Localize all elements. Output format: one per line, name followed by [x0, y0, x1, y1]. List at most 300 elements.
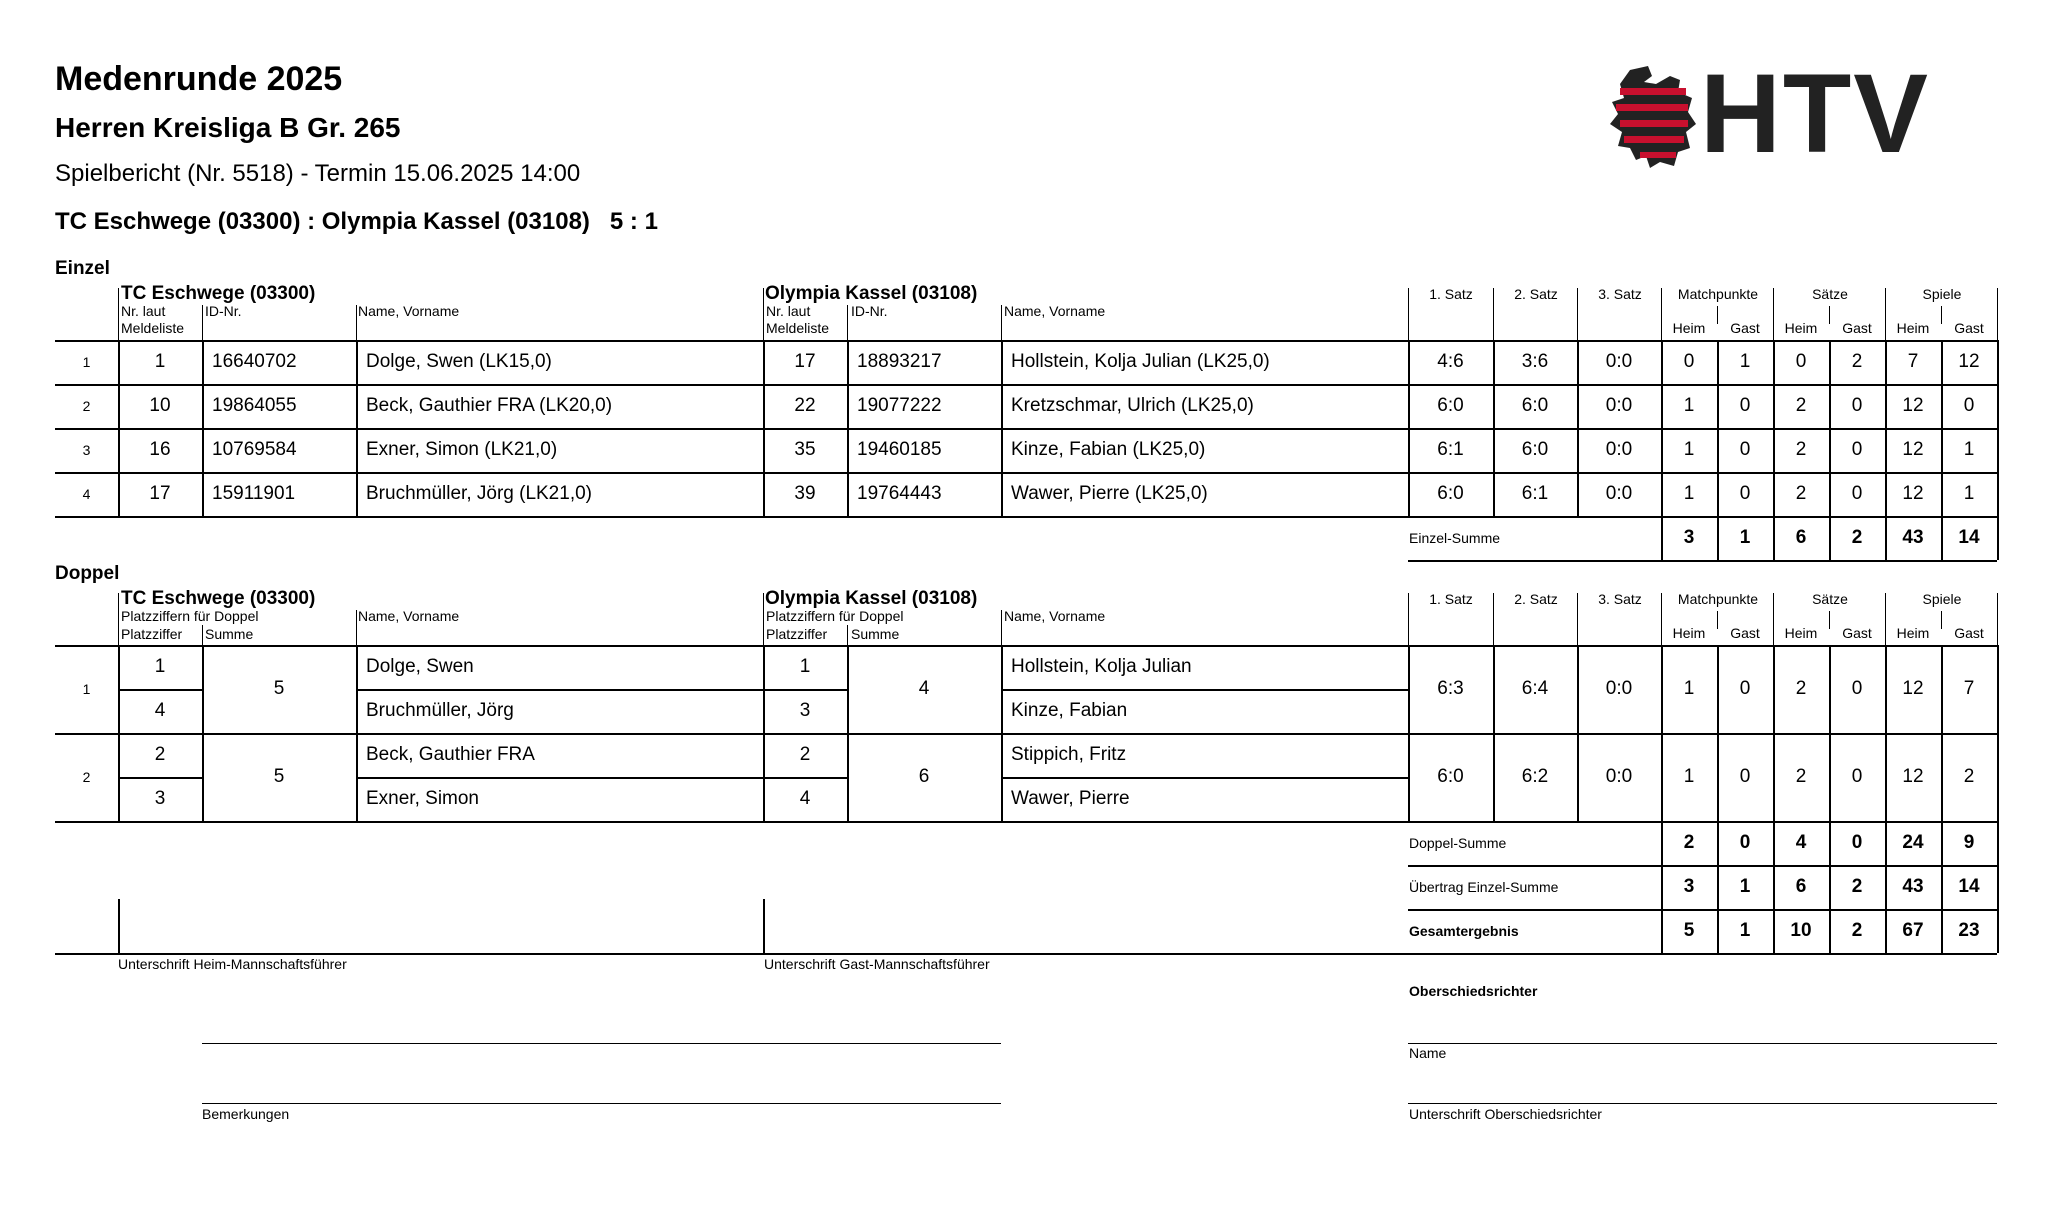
score-mh: 1 — [1683, 483, 1695, 504]
guest-player-name: Wawer, Pierre — [1011, 788, 1130, 809]
guest-id: 19077222 — [857, 395, 942, 416]
column-rule — [356, 645, 358, 821]
row-number: 4 — [82, 486, 91, 502]
column-rule — [1773, 865, 1775, 909]
column-rule — [1408, 645, 1410, 821]
home-player-name: Exner, Simon (LK21,0) — [366, 439, 558, 460]
score-sh: 2 — [1795, 766, 1807, 787]
guest-player-name: Kinze, Fabian (LK25,0) — [1011, 439, 1206, 460]
uebertrag-summe-mg: 1 — [1739, 876, 1751, 897]
column-rule — [847, 625, 848, 645]
doppel-summe-label: Doppel-Summe — [1409, 835, 1507, 851]
column-rule — [1493, 288, 1494, 340]
doppel-summe-gh: 24 — [1902, 832, 1924, 853]
column-rule — [1941, 306, 1942, 324]
rule-line — [118, 689, 202, 691]
column-rule — [1577, 645, 1579, 821]
doppel-summe-mg: 0 — [1739, 832, 1751, 853]
guest-summe: 4 — [918, 678, 930, 699]
score-s2: 3:6 — [1521, 351, 1549, 372]
sig-ober-label: Unterschrift Oberschiedsrichter — [1409, 1106, 1602, 1122]
column-rule — [1885, 645, 1887, 821]
section-einzel: Einzel — [55, 258, 110, 279]
column-rule — [763, 340, 765, 516]
column-rule — [1997, 340, 1999, 516]
score-sg: 0 — [1851, 395, 1863, 416]
nr-laut-line1: Nr. laut — [766, 303, 811, 319]
score-mg: 0 — [1739, 395, 1751, 416]
score-s3: 0:0 — [1605, 351, 1633, 372]
column-rule — [1717, 865, 1719, 909]
column-rule — [1885, 865, 1887, 909]
rule-line — [55, 340, 1997, 342]
column-rule — [1661, 821, 1663, 865]
guest-id: 19460185 — [857, 439, 942, 460]
heim-header: Heim — [1672, 320, 1706, 336]
home-id: 15911901 — [212, 483, 296, 504]
column-rule — [1773, 288, 1774, 340]
bemerkungen-label: Bemerkungen — [202, 1106, 290, 1122]
section-doppel: Doppel — [55, 563, 120, 584]
home-nr: 17 — [149, 483, 171, 504]
column-rule — [847, 645, 849, 821]
rule-line — [55, 516, 1997, 518]
htv-logo — [1600, 51, 2000, 176]
row-number: 2 — [82, 398, 91, 414]
column-rule — [118, 340, 120, 516]
satz3-header: 3. Satz — [1598, 286, 1642, 302]
score-mh: 0 — [1683, 351, 1695, 372]
heim-header: Heim — [1672, 625, 1706, 641]
pz-doppel-label: Platzziffern für Doppel — [121, 608, 259, 624]
name-line-label: Name — [1409, 1045, 1447, 1061]
score-s1: 6:0 — [1437, 766, 1464, 787]
home-id: 10769584 — [212, 439, 297, 460]
score-mh: 1 — [1683, 439, 1695, 460]
name-label: Name, Vorname — [358, 303, 460, 319]
column-rule — [1829, 516, 1831, 560]
home-id: 16640702 — [212, 351, 297, 372]
score-s1: 6:0 — [1437, 395, 1464, 416]
column-rule — [1408, 288, 1409, 340]
score-s2: 6:1 — [1521, 483, 1549, 504]
column-rule — [1577, 288, 1578, 340]
saetze-header: Sätze — [1812, 591, 1848, 607]
satz1-header: 1. Satz — [1429, 286, 1473, 302]
column-rule — [1941, 865, 1943, 909]
uebertrag-summe-mh: 3 — [1683, 876, 1695, 897]
column-rule — [118, 593, 119, 645]
column-rule — [1001, 645, 1003, 821]
guest-player-name: Wawer, Pierre (LK25,0) — [1011, 483, 1208, 504]
column-rule — [1829, 611, 1830, 629]
column-rule — [1717, 340, 1719, 516]
guest-id: 18893217 — [857, 351, 942, 372]
column-rule — [1408, 340, 1410, 516]
summe-label-guest: Summe — [851, 626, 900, 642]
column-rule — [1001, 610, 1002, 645]
column-rule — [1717, 516, 1719, 560]
score-gh: 12 — [1902, 395, 1924, 416]
einzel-summe-sg: 2 — [1851, 527, 1863, 548]
page-title: Medenrunde 2025 — [55, 60, 343, 98]
rule-line — [55, 733, 1997, 735]
home-player-name: Beck, Gauthier FRA — [366, 744, 535, 765]
summe-label: Summe — [205, 626, 254, 642]
guest-player-name: Hollstein, Kolja Julian (LK25,0) — [1011, 351, 1270, 372]
column-rule — [1885, 821, 1887, 865]
einzel-summe-mg: 1 — [1739, 527, 1751, 548]
gesamt-summe-gh: 67 — [1902, 920, 1924, 941]
rule-line — [1001, 689, 1408, 691]
heim-header: Heim — [1784, 320, 1818, 336]
score-sh: 2 — [1795, 395, 1807, 416]
column-rule — [1885, 909, 1887, 953]
column-rule — [1661, 340, 1663, 516]
heim-header: Heim — [1784, 625, 1818, 641]
column-rule — [1661, 288, 1662, 340]
home-player-name: Beck, Gauthier FRA (LK20,0) — [366, 395, 613, 416]
score-sh: 2 — [1795, 439, 1807, 460]
home-team-label: TC Eschwege (03300) — [121, 588, 316, 609]
id-nr-label: ID-Nr. — [205, 303, 242, 319]
column-rule — [1997, 516, 1999, 560]
nr-laut-line2: Meldeliste — [121, 320, 185, 336]
guest-nr: 35 — [794, 439, 816, 460]
satz3-header: 3. Satz — [1598, 591, 1642, 607]
column-rule — [1941, 340, 1943, 516]
column-rule — [1773, 821, 1775, 865]
score-s3: 0:0 — [1605, 439, 1633, 460]
score-mg: 1 — [1739, 351, 1751, 372]
score-gh: 7 — [1907, 351, 1919, 372]
home-player-name: Dolge, Swen — [366, 656, 474, 677]
score-gh: 12 — [1902, 483, 1924, 504]
column-rule — [1773, 645, 1775, 821]
score-mg: 0 — [1739, 483, 1751, 504]
gast-header: Gast — [1842, 625, 1872, 641]
score-mh: 1 — [1683, 395, 1695, 416]
row-number: 3 — [82, 442, 91, 458]
score-mg: 0 — [1739, 766, 1751, 787]
einzel-summe-gg: 14 — [1958, 527, 1980, 548]
column-rule — [1773, 516, 1775, 560]
nr-laut-label — [121, 303, 184, 337]
home-id: 19864055 — [212, 395, 297, 416]
row-number: 1 — [82, 354, 91, 370]
column-rule — [1997, 288, 1998, 340]
score-s3: 0:0 — [1605, 395, 1633, 416]
rule-line — [1408, 560, 1997, 562]
column-rule — [202, 340, 204, 516]
guest-player-name: Kretzschmar, Ulrich (LK25,0) — [1011, 395, 1254, 416]
score-s1: 6:1 — [1437, 439, 1464, 460]
einzel-summe-sh: 6 — [1795, 527, 1807, 548]
column-rule — [1997, 593, 1998, 645]
column-rule — [1773, 340, 1775, 516]
platzziffer-label-guest: Platzziffer — [766, 626, 828, 642]
rule-line — [118, 777, 202, 779]
score-sh: 2 — [1795, 678, 1807, 699]
id-nr-label-guest: ID-Nr. — [851, 303, 888, 319]
column-rule — [1577, 593, 1578, 645]
name-label: Name, Vorname — [358, 608, 460, 624]
guest-player-name: Kinze, Fabian — [1011, 700, 1128, 721]
column-rule — [118, 645, 120, 821]
pair-number: 2 — [82, 769, 91, 785]
pz-doppel-label-guest: Platzziffern für Doppel — [766, 608, 904, 624]
column-rule — [1941, 516, 1943, 560]
rule-line — [55, 821, 1997, 823]
sig-heim-label: Unterschrift Heim-Mannschaftsführer — [118, 956, 347, 972]
gast-header: Gast — [1730, 625, 1760, 641]
column-rule — [118, 899, 120, 953]
column-rule — [1493, 340, 1495, 516]
report-subtitle: Spielbericht (Nr. 5518) - Termin 15.06.2025 14:00 — [55, 160, 581, 187]
rule-line — [202, 1043, 1001, 1044]
heim-header: Heim — [1896, 625, 1930, 641]
column-rule — [1941, 645, 1943, 821]
column-rule — [1408, 593, 1409, 645]
rule-line — [1408, 953, 1997, 955]
home-nr: 16 — [149, 439, 171, 460]
home-platzziffer: 2 — [154, 744, 166, 765]
uebertrag-summe-sg: 2 — [1851, 876, 1863, 897]
home-nr: 10 — [149, 395, 171, 416]
column-rule — [847, 305, 848, 340]
gesamt-summe-sh: 10 — [1790, 920, 1812, 941]
home-platzziffer: 3 — [154, 788, 166, 809]
rule-line — [55, 953, 1408, 955]
uebertrag-summe-sh: 6 — [1795, 876, 1807, 897]
uebertrag-summe-gh: 43 — [1902, 876, 1924, 897]
home-platzziffer: 4 — [154, 700, 166, 721]
score-sg: 0 — [1851, 678, 1863, 699]
satz1-header: 1. Satz — [1429, 591, 1473, 607]
score-s1: 6:3 — [1437, 678, 1464, 699]
einzel-summe-label: Einzel-Summe — [1409, 530, 1501, 546]
satz2-header: 2. Satz — [1514, 591, 1558, 607]
column-rule — [763, 593, 764, 645]
guest-nr: 39 — [794, 483, 816, 504]
column-rule — [1829, 909, 1831, 953]
column-rule — [202, 305, 203, 340]
gast-header: Gast — [1954, 320, 1984, 336]
column-rule — [1001, 340, 1003, 516]
einzel-summe-gh: 43 — [1902, 527, 1924, 548]
score-sg: 2 — [1851, 351, 1863, 372]
column-rule — [1829, 306, 1830, 324]
score-s2: 6:0 — [1521, 439, 1549, 460]
matchpunkte-header: Matchpunkte — [1677, 591, 1759, 607]
score-mg: 0 — [1739, 439, 1751, 460]
home-platzziffer: 1 — [154, 656, 166, 677]
guest-platzziffer: 3 — [799, 700, 811, 721]
score-s2: 6:0 — [1521, 395, 1549, 416]
gesamt-summe-mh: 5 — [1683, 920, 1695, 941]
column-rule — [1997, 865, 1999, 909]
column-rule — [1717, 909, 1719, 953]
score-s2: 6:2 — [1521, 766, 1549, 787]
column-rule — [1885, 340, 1887, 516]
guest-platzziffer: 2 — [799, 744, 811, 765]
score-sg: 0 — [1851, 439, 1863, 460]
column-rule — [1829, 821, 1831, 865]
column-rule — [1577, 340, 1579, 516]
rule-line — [356, 689, 847, 691]
rule-line — [55, 428, 1997, 430]
column-rule — [1717, 611, 1718, 629]
score-sh: 2 — [1795, 483, 1807, 504]
score-mg: 0 — [1739, 678, 1751, 699]
uebertrag-label: Übertrag Einzel-Summe — [1409, 879, 1559, 895]
oberschiedsrichter-label: Oberschiedsrichter — [1409, 983, 1538, 999]
score-gh: 12 — [1902, 766, 1924, 787]
gast-header: Gast — [1730, 320, 1760, 336]
column-rule — [1717, 821, 1719, 865]
home-player-name: Exner, Simon — [366, 788, 479, 809]
column-rule — [1661, 909, 1663, 953]
score-gh: 12 — [1902, 678, 1924, 699]
column-rule — [763, 899, 765, 953]
score-s3: 0:0 — [1605, 483, 1633, 504]
score-gh: 12 — [1902, 439, 1924, 460]
doppel-summe-gg: 9 — [1963, 832, 1975, 853]
column-rule — [1885, 288, 1886, 340]
gesamt-summe-gg: 23 — [1958, 920, 1980, 941]
column-rule — [847, 340, 849, 516]
platzziffer-label: Platzziffer — [121, 626, 183, 642]
guest-team-label: Olympia Kassel (03108) — [765, 588, 978, 609]
doppel-summe-sg: 0 — [1851, 832, 1863, 853]
spiele-header: Spiele — [1922, 591, 1962, 607]
column-rule — [1829, 340, 1831, 516]
nr-laut-line2: Meldeliste — [766, 320, 830, 336]
pair-number: 1 — [82, 681, 91, 697]
score-gg: 12 — [1958, 351, 1980, 372]
rule-line — [1408, 1043, 1997, 1044]
column-rule — [1661, 593, 1662, 645]
column-rule — [1773, 593, 1774, 645]
home-team-label: TC Eschwege (03300) — [121, 283, 316, 304]
column-rule — [1885, 593, 1886, 645]
column-rule — [1717, 306, 1718, 324]
doppel-summe-mh: 2 — [1683, 832, 1695, 853]
column-rule — [1829, 865, 1831, 909]
score-gg: 7 — [1963, 678, 1975, 699]
score-sg: 0 — [1851, 483, 1863, 504]
guest-team-label: Olympia Kassel (03108) — [765, 283, 978, 304]
column-rule — [1829, 645, 1831, 821]
nr-laut-label-guest — [766, 303, 829, 337]
column-rule — [356, 340, 358, 516]
column-rule — [1941, 909, 1943, 953]
score-s1: 6:0 — [1437, 483, 1464, 504]
column-rule — [1493, 593, 1494, 645]
guest-platzziffer: 4 — [799, 788, 811, 809]
match-result: TC Eschwege (03300) : Olympia Kassel (03108) 5 : 1 — [55, 208, 658, 235]
uebertrag-summe-gg: 14 — [1958, 876, 1980, 897]
gast-header: Gast — [1842, 320, 1872, 336]
home-summe: 5 — [273, 678, 285, 699]
home-player-name: Bruchmüller, Jörg — [366, 700, 514, 721]
rule-line — [356, 777, 847, 779]
sig-gast-label: Unterschrift Gast-Mannschaftsführer — [764, 956, 990, 972]
column-rule — [1661, 865, 1663, 909]
column-rule — [202, 645, 204, 821]
gast-header: Gast — [1954, 625, 1984, 641]
score-s3: 0:0 — [1605, 678, 1633, 699]
einzel-summe-mh: 3 — [1683, 527, 1695, 548]
nr-laut-line1: Nr. laut — [121, 303, 166, 319]
gesamt-summe-mg: 1 — [1739, 920, 1751, 941]
column-rule — [763, 645, 765, 821]
guest-summe: 6 — [918, 766, 930, 787]
column-rule — [1941, 821, 1943, 865]
league-title: Herren Kreisliga B Gr. 265 — [55, 112, 401, 143]
home-player-name: Bruchmüller, Jörg (LK21,0) — [366, 483, 592, 504]
score-mh: 1 — [1683, 766, 1695, 787]
score-gg: 0 — [1963, 395, 1975, 416]
home-nr: 1 — [154, 351, 166, 372]
score-gg: 2 — [1963, 766, 1975, 787]
rule-line — [202, 1103, 1001, 1104]
rule-line — [1408, 1103, 1997, 1104]
gesamt-label: Gesamtergebnis — [1409, 923, 1519, 939]
column-rule — [1941, 611, 1942, 629]
column-rule — [1493, 645, 1495, 821]
column-rule — [1885, 516, 1887, 560]
guest-id: 19764443 — [857, 483, 942, 504]
gesamt-summe-sg: 2 — [1851, 920, 1863, 941]
rule-line — [1001, 777, 1408, 779]
guest-nr: 17 — [794, 351, 816, 372]
score-s3: 0:0 — [1605, 766, 1633, 787]
column-rule — [356, 610, 357, 645]
guest-platzziffer: 1 — [799, 656, 811, 677]
saetze-header: Sätze — [1812, 286, 1848, 302]
home-player-name: Dolge, Swen (LK15,0) — [366, 351, 552, 372]
column-rule — [1661, 516, 1663, 560]
column-rule — [1717, 645, 1719, 821]
score-mh: 1 — [1683, 678, 1695, 699]
rule-line — [55, 384, 1997, 386]
rule-line — [55, 472, 1997, 474]
column-rule — [763, 288, 764, 340]
column-rule — [1001, 305, 1002, 340]
score-sh: 0 — [1795, 351, 1807, 372]
column-rule — [1773, 909, 1775, 953]
score-s1: 4:6 — [1437, 351, 1464, 372]
score-gg: 1 — [1963, 439, 1975, 460]
score-sg: 0 — [1851, 766, 1863, 787]
guest-player-name: Hollstein, Kolja Julian — [1011, 656, 1192, 677]
rule-line — [1408, 865, 1997, 867]
home-summe: 5 — [273, 766, 285, 787]
column-rule — [202, 625, 203, 645]
name-label-guest: Name, Vorname — [1004, 608, 1106, 624]
guest-player-name: Stippich, Fritz — [1011, 744, 1127, 765]
heim-header: Heim — [1896, 320, 1930, 336]
score-gg: 1 — [1963, 483, 1975, 504]
spiele-header: Spiele — [1922, 286, 1962, 302]
name-label-guest: Name, Vorname — [1004, 303, 1106, 319]
column-rule — [1997, 821, 1999, 865]
column-rule — [118, 288, 119, 340]
rule-line — [55, 645, 1997, 647]
column-rule — [1997, 909, 1999, 953]
satz2-header: 2. Satz — [1514, 286, 1558, 302]
